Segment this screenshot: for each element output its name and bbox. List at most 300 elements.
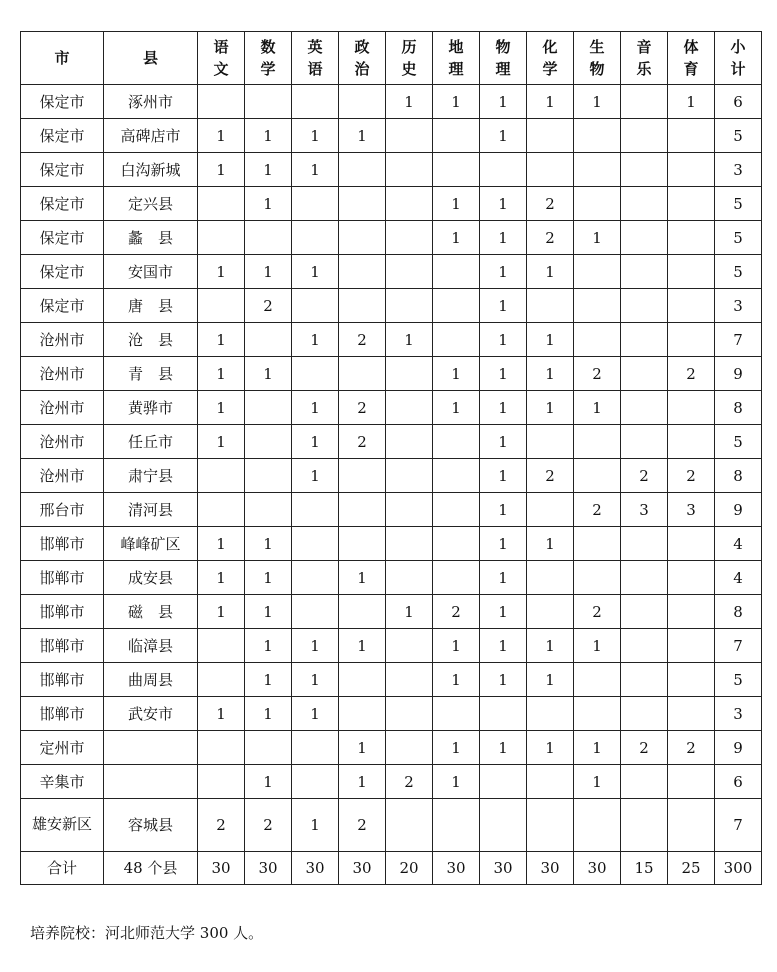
- table-row: [21, 323, 762, 357]
- subtotal-cell: 6: [715, 765, 762, 799]
- count-cell: 2: [621, 731, 668, 765]
- county-cell: 磁 县: [104, 595, 198, 629]
- count-cell: 1: [527, 255, 574, 289]
- county-cell: [104, 765, 198, 799]
- count-cell: [621, 255, 668, 289]
- county-cell: 涿州市: [104, 85, 198, 119]
- city-cell: 邢台市: [21, 493, 104, 527]
- table-row: [21, 799, 762, 852]
- count-cell: 1: [433, 187, 480, 221]
- count-cell: [339, 595, 386, 629]
- count-cell: [480, 153, 527, 187]
- count-cell: [668, 255, 715, 289]
- count-cell: 1: [480, 629, 527, 663]
- column-header: 历史: [386, 32, 433, 85]
- count-cell: [668, 187, 715, 221]
- count-cell: [668, 561, 715, 595]
- subtotal-cell: 8: [715, 595, 762, 629]
- count-cell: [621, 765, 668, 799]
- count-cell: 1: [574, 731, 621, 765]
- count-cell: 2: [668, 357, 715, 391]
- count-cell: 2: [574, 595, 621, 629]
- count-cell: [386, 459, 433, 493]
- subtotal-cell: 7: [715, 629, 762, 663]
- subtotal-cell: 3: [715, 697, 762, 731]
- count-cell: 2: [433, 595, 480, 629]
- column-header: 音乐: [621, 32, 668, 85]
- count-cell: [198, 765, 245, 799]
- count-cell: 1: [480, 425, 527, 459]
- count-cell: [245, 493, 292, 527]
- count-cell: 1: [292, 629, 339, 663]
- table-row: [21, 527, 762, 561]
- count-cell: [527, 153, 574, 187]
- count-cell: [621, 323, 668, 357]
- count-cell: 1: [386, 595, 433, 629]
- count-cell: 1: [198, 255, 245, 289]
- count-cell: [386, 425, 433, 459]
- count-cell: [198, 493, 245, 527]
- count-cell: 2: [339, 391, 386, 425]
- count-cell: [433, 527, 480, 561]
- count-cell: 1: [339, 765, 386, 799]
- count-cell: [386, 629, 433, 663]
- count-cell: [386, 221, 433, 255]
- table-row: [21, 289, 762, 323]
- count-cell: 1: [480, 357, 527, 391]
- count-cell: [292, 493, 339, 527]
- count-cell: 1: [245, 187, 292, 221]
- subtotal-cell: 3: [715, 289, 762, 323]
- count-cell: 1: [668, 85, 715, 119]
- count-cell: 1: [339, 731, 386, 765]
- city-cell: 邯郸市: [21, 595, 104, 629]
- count-cell: [386, 697, 433, 731]
- count-cell: [245, 391, 292, 425]
- count-cell: 1: [292, 153, 339, 187]
- count-cell: 2: [245, 289, 292, 323]
- count-cell: [198, 221, 245, 255]
- county-cell: 容城县: [104, 799, 198, 852]
- column-header: 县: [104, 32, 198, 85]
- count-cell: [245, 323, 292, 357]
- county-cell: 临漳县: [104, 629, 198, 663]
- count-cell: 2: [198, 799, 245, 852]
- subtotal-cell: 6: [715, 85, 762, 119]
- count-cell: [668, 289, 715, 323]
- count-cell: [527, 119, 574, 153]
- count-cell: [574, 425, 621, 459]
- column-header: 体育: [668, 32, 715, 85]
- count-cell: [668, 425, 715, 459]
- column-header: 物理: [480, 32, 527, 85]
- count-cell: 1: [480, 85, 527, 119]
- count-cell: 1: [480, 561, 527, 595]
- count-cell: 2: [574, 357, 621, 391]
- subtotal-cell: 4: [715, 527, 762, 561]
- total-cell: 30: [339, 852, 386, 885]
- count-cell: [574, 527, 621, 561]
- count-cell: 1: [480, 289, 527, 323]
- count-cell: [621, 697, 668, 731]
- count-cell: [574, 289, 621, 323]
- table-row: [21, 425, 762, 459]
- count-cell: [621, 119, 668, 153]
- total-cell: 48 个县: [104, 852, 198, 885]
- count-cell: [621, 221, 668, 255]
- count-cell: 1: [245, 629, 292, 663]
- count-cell: [668, 221, 715, 255]
- table-row: [21, 255, 762, 289]
- column-header: 数学: [245, 32, 292, 85]
- subtotal-cell: 5: [715, 119, 762, 153]
- count-cell: [198, 663, 245, 697]
- count-cell: [433, 323, 480, 357]
- count-cell: [527, 697, 574, 731]
- count-cell: 1: [480, 459, 527, 493]
- count-cell: [527, 595, 574, 629]
- table-row: [21, 697, 762, 731]
- subtotal-cell: 9: [715, 493, 762, 527]
- count-cell: [339, 153, 386, 187]
- count-cell: [386, 187, 433, 221]
- count-cell: 1: [292, 255, 339, 289]
- count-cell: [433, 425, 480, 459]
- count-cell: 1: [527, 323, 574, 357]
- count-cell: [621, 527, 668, 561]
- column-header: 政治: [339, 32, 386, 85]
- table-row: [21, 663, 762, 697]
- count-cell: 1: [198, 357, 245, 391]
- count-cell: 3: [621, 493, 668, 527]
- total-cell: 20: [386, 852, 433, 885]
- total-cell: 25: [668, 852, 715, 885]
- city-cell: 保定市: [21, 119, 104, 153]
- count-cell: [339, 357, 386, 391]
- quota-table: [20, 31, 762, 885]
- count-cell: [527, 799, 574, 852]
- header-row: [21, 32, 762, 85]
- count-cell: [527, 289, 574, 323]
- table-row: [21, 493, 762, 527]
- count-cell: [527, 425, 574, 459]
- city-cell: 沧州市: [21, 391, 104, 425]
- count-cell: [292, 357, 339, 391]
- count-cell: [621, 357, 668, 391]
- county-cell: 黄骅市: [104, 391, 198, 425]
- count-cell: 2: [339, 799, 386, 852]
- count-cell: [574, 323, 621, 357]
- count-cell: [292, 221, 339, 255]
- city-cell: 保定市: [21, 85, 104, 119]
- table-row: [21, 595, 762, 629]
- count-cell: [339, 663, 386, 697]
- count-cell: [668, 595, 715, 629]
- count-cell: 1: [339, 629, 386, 663]
- count-cell: [198, 187, 245, 221]
- count-cell: 1: [198, 527, 245, 561]
- count-cell: [339, 187, 386, 221]
- count-cell: 1: [245, 119, 292, 153]
- count-cell: 1: [574, 391, 621, 425]
- count-cell: [480, 799, 527, 852]
- subtotal-cell: 5: [715, 663, 762, 697]
- count-cell: [386, 731, 433, 765]
- count-cell: [198, 459, 245, 493]
- city-cell: 邯郸市: [21, 561, 104, 595]
- count-cell: 1: [245, 561, 292, 595]
- county-cell: 沧 县: [104, 323, 198, 357]
- city-cell: 辛集市: [21, 765, 104, 799]
- count-cell: [621, 153, 668, 187]
- count-cell: [292, 85, 339, 119]
- county-cell: 定兴县: [104, 187, 198, 221]
- total-cell: 300: [715, 852, 762, 885]
- count-cell: [480, 697, 527, 731]
- count-cell: 1: [245, 697, 292, 731]
- count-cell: 1: [527, 629, 574, 663]
- count-cell: 1: [433, 391, 480, 425]
- column-header: 英语: [292, 32, 339, 85]
- count-cell: 1: [433, 731, 480, 765]
- count-cell: 3: [668, 493, 715, 527]
- count-cell: [621, 391, 668, 425]
- count-cell: [433, 459, 480, 493]
- count-cell: 1: [292, 697, 339, 731]
- county-cell: 青 县: [104, 357, 198, 391]
- count-cell: 1: [480, 493, 527, 527]
- table-row: [21, 357, 762, 391]
- count-cell: 1: [198, 595, 245, 629]
- count-cell: 1: [480, 323, 527, 357]
- count-cell: [433, 119, 480, 153]
- count-cell: 1: [245, 595, 292, 629]
- count-cell: [668, 663, 715, 697]
- county-cell: 曲周县: [104, 663, 198, 697]
- count-cell: 1: [433, 85, 480, 119]
- count-cell: [339, 85, 386, 119]
- column-header: 化学: [527, 32, 574, 85]
- column-header: 地理: [433, 32, 480, 85]
- count-cell: 1: [574, 221, 621, 255]
- count-cell: 1: [292, 663, 339, 697]
- count-cell: 1: [198, 323, 245, 357]
- count-cell: [198, 85, 245, 119]
- count-cell: 1: [198, 119, 245, 153]
- county-cell: 白沟新城: [104, 153, 198, 187]
- count-cell: [198, 289, 245, 323]
- count-cell: [339, 493, 386, 527]
- count-cell: [527, 493, 574, 527]
- count-cell: [668, 119, 715, 153]
- count-cell: [668, 799, 715, 852]
- count-cell: [574, 153, 621, 187]
- city-cell: 邯郸市: [21, 663, 104, 697]
- count-cell: 1: [480, 187, 527, 221]
- count-cell: 1: [339, 561, 386, 595]
- count-cell: [527, 561, 574, 595]
- count-cell: 1: [480, 731, 527, 765]
- count-cell: [668, 323, 715, 357]
- count-cell: [339, 221, 386, 255]
- count-cell: [574, 663, 621, 697]
- count-cell: [433, 561, 480, 595]
- count-cell: [198, 731, 245, 765]
- count-cell: 2: [621, 459, 668, 493]
- count-cell: 1: [198, 425, 245, 459]
- county-cell: 唐 县: [104, 289, 198, 323]
- count-cell: [574, 255, 621, 289]
- column-header: 语文: [198, 32, 245, 85]
- count-cell: 1: [433, 663, 480, 697]
- count-cell: [574, 187, 621, 221]
- count-cell: [292, 765, 339, 799]
- total-cell: 30: [198, 852, 245, 885]
- count-cell: [621, 187, 668, 221]
- city-cell: 保定市: [21, 255, 104, 289]
- count-cell: [386, 357, 433, 391]
- count-cell: 2: [527, 459, 574, 493]
- count-cell: [433, 493, 480, 527]
- county-cell: 蠡 县: [104, 221, 198, 255]
- count-cell: 1: [292, 119, 339, 153]
- count-cell: [386, 289, 433, 323]
- subtotal-cell: 9: [715, 357, 762, 391]
- count-cell: 1: [386, 85, 433, 119]
- county-cell: 肃宁县: [104, 459, 198, 493]
- count-cell: 1: [527, 527, 574, 561]
- count-cell: [339, 289, 386, 323]
- city-cell: 沧州市: [21, 323, 104, 357]
- table-row: [21, 221, 762, 255]
- city-cell: 保定市: [21, 289, 104, 323]
- count-cell: [433, 255, 480, 289]
- count-cell: [245, 425, 292, 459]
- count-cell: 1: [480, 255, 527, 289]
- table-row: [21, 459, 762, 493]
- count-cell: 2: [527, 187, 574, 221]
- total-cell: 30: [245, 852, 292, 885]
- count-cell: 1: [480, 595, 527, 629]
- count-cell: [245, 85, 292, 119]
- city-cell: 保定市: [21, 153, 104, 187]
- count-cell: 1: [245, 357, 292, 391]
- subtotal-cell: 7: [715, 323, 762, 357]
- city-cell: 保定市: [21, 221, 104, 255]
- count-cell: 1: [339, 119, 386, 153]
- count-cell: 1: [480, 527, 527, 561]
- count-cell: [574, 799, 621, 852]
- subtotal-cell: 5: [715, 187, 762, 221]
- count-cell: [386, 527, 433, 561]
- count-cell: 1: [527, 663, 574, 697]
- count-cell: [292, 527, 339, 561]
- count-cell: 2: [527, 221, 574, 255]
- count-cell: 1: [245, 663, 292, 697]
- count-cell: [621, 561, 668, 595]
- count-cell: 1: [527, 85, 574, 119]
- count-cell: [292, 561, 339, 595]
- count-cell: [574, 697, 621, 731]
- subtotal-cell: 5: [715, 255, 762, 289]
- count-cell: [339, 527, 386, 561]
- count-cell: 1: [292, 425, 339, 459]
- count-cell: [480, 765, 527, 799]
- table-row: [21, 391, 762, 425]
- total-cell: 30: [292, 852, 339, 885]
- city-cell: 沧州市: [21, 357, 104, 391]
- column-header: 小计: [715, 32, 762, 85]
- count-cell: 1: [198, 561, 245, 595]
- table-row: [21, 85, 762, 119]
- total-cell: 30: [433, 852, 480, 885]
- count-cell: [621, 425, 668, 459]
- count-cell: 2: [668, 731, 715, 765]
- count-cell: [668, 697, 715, 731]
- count-cell: [574, 561, 621, 595]
- count-cell: 1: [527, 731, 574, 765]
- count-cell: 1: [292, 459, 339, 493]
- count-cell: 1: [198, 697, 245, 731]
- subtotal-cell: 7: [715, 799, 762, 852]
- subtotal-cell: 5: [715, 221, 762, 255]
- count-cell: 1: [292, 323, 339, 357]
- count-cell: [621, 799, 668, 852]
- count-cell: [339, 697, 386, 731]
- count-cell: [245, 221, 292, 255]
- column-header: 市: [21, 32, 104, 85]
- city-cell: 保定市: [21, 187, 104, 221]
- count-cell: [668, 153, 715, 187]
- county-cell: 高碑店市: [104, 119, 198, 153]
- count-cell: 1: [292, 799, 339, 852]
- count-cell: 2: [339, 425, 386, 459]
- count-cell: [292, 731, 339, 765]
- total-cell: 30: [574, 852, 621, 885]
- count-cell: 2: [668, 459, 715, 493]
- count-cell: [292, 289, 339, 323]
- county-cell: 成安县: [104, 561, 198, 595]
- count-cell: [433, 289, 480, 323]
- city-cell: 沧州市: [21, 425, 104, 459]
- count-cell: [386, 255, 433, 289]
- count-cell: 2: [386, 765, 433, 799]
- count-cell: 1: [433, 629, 480, 663]
- county-cell: 峰峰矿区: [104, 527, 198, 561]
- count-cell: 1: [527, 357, 574, 391]
- count-cell: 1: [433, 765, 480, 799]
- count-cell: [527, 765, 574, 799]
- count-cell: 2: [574, 493, 621, 527]
- count-cell: [433, 697, 480, 731]
- count-cell: [386, 493, 433, 527]
- total-row: [21, 852, 762, 885]
- city-cell: 沧州市: [21, 459, 104, 493]
- count-cell: 1: [574, 85, 621, 119]
- count-cell: [386, 119, 433, 153]
- city-cell: 雄安新区: [21, 799, 104, 852]
- count-cell: 1: [292, 391, 339, 425]
- count-cell: 1: [574, 629, 621, 663]
- count-cell: [339, 255, 386, 289]
- count-cell: 1: [433, 221, 480, 255]
- table-row: [21, 765, 762, 799]
- total-label-cell: 合计: [21, 852, 104, 885]
- count-cell: [621, 289, 668, 323]
- count-cell: [292, 187, 339, 221]
- column-header: 生物: [574, 32, 621, 85]
- table-row: [21, 119, 762, 153]
